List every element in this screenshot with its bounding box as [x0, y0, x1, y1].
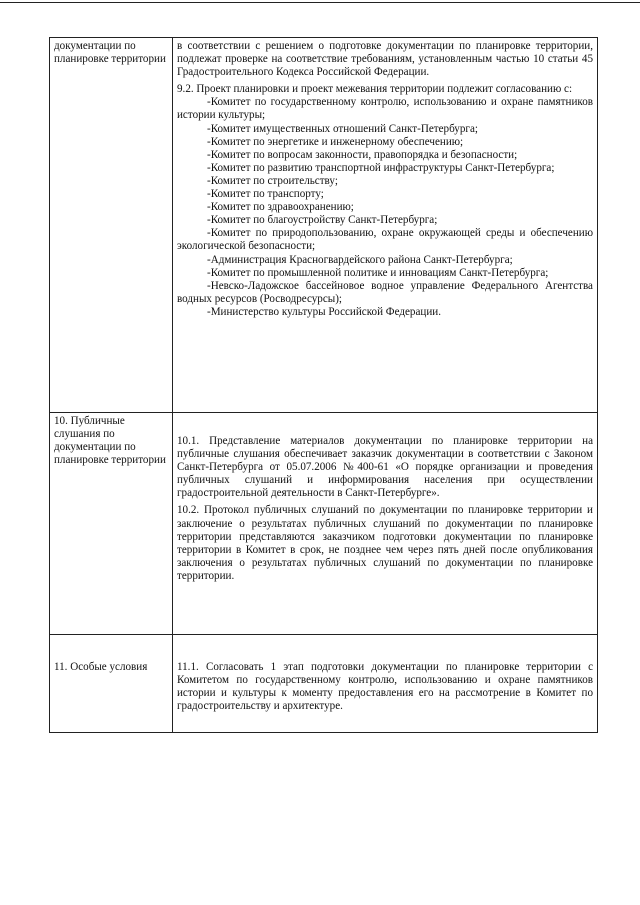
list-item: -Комитет по транспорту;	[207, 188, 324, 201]
row-content-cell	[173, 635, 598, 733]
paragraph: 11.1. Согласовать 1 этап подготовки документации по планировке территории с Комитетом по государственному контролю, использованию и охране памятников истории и культуры к моменту предоставления его на рассмотрение в Комитет по градостроительству и архитектуре.	[177, 661, 593, 713]
row-label: 10. Публичные слушания по документации по планировке территории	[54, 415, 166, 467]
paragraph: в соответствии с решением о подготовке документации по планировке территории, подлежат проверке на соответствие требованиям, установленным частью 10 статьи 45 Градостроительного Кодекса Российской Федерации.	[177, 40, 593, 79]
table-row	[50, 413, 598, 635]
list-item: -Невско-Ладожское бассейновое водное управление Федерального Агентства водных ресурсов (Росводресурсы);	[177, 279, 593, 305]
list-item: -Комитет по вопросам законности, правопорядка и безопасности;	[207, 148, 518, 161]
list-item: -Комитет имущественных отношений Санкт-Петербурга;	[207, 122, 478, 135]
table-row	[50, 635, 598, 733]
row-label-cell	[50, 635, 173, 733]
list-item: -Комитет по развитию транспортной инфраструктуры Санкт-Петербурга;	[207, 161, 555, 174]
row-label-cell	[50, 38, 173, 413]
row-label-cell	[50, 413, 173, 635]
list-item: -Комитет по промышленной политике и инновациям Санкт-Петербурга;	[207, 266, 549, 279]
paragraph: 10.2. Протокол публичных слушаний по документации по планировке территории и заключение о результатах публичных слушаний по документации по планировке территории представляются заказчиком подготовки документации по планировке территории в Комитет в срок, не позднее чем через пять дней после опубликования заключения о результатах публичных слушаний по документации по планировке территории.	[177, 504, 593, 582]
list-item: -Комитет по строительству;	[207, 174, 338, 187]
table-row	[50, 38, 598, 413]
requirements-table	[49, 37, 598, 733]
list-item: -Комитет по государственному контролю, использованию и охране памятников истории культуры;	[177, 96, 593, 122]
list-item: -Министерство культуры Российской Федерации.	[207, 305, 441, 318]
list-item: -Комитет по энергетике и инженерному обеспечению;	[207, 135, 464, 148]
list-item: -Комитет по здравоохранению;	[207, 201, 354, 214]
list-item: -Администрация Красногвардейского района Санкт-Петербурга;	[207, 253, 513, 266]
top-rule	[0, 2, 640, 3]
row-label: документации по планировке территории	[54, 40, 166, 66]
row-content-cell	[173, 413, 598, 635]
section-9-2-intro: 9.2. Проект планировки и проект межевания территории подлежит согласованию с:	[177, 83, 573, 96]
list-item: -Комитет по природопользованию, охране окружающей среды и обеспечению экологической безопасности;	[177, 227, 593, 253]
row-label: 11. Особые условия	[54, 661, 148, 673]
paragraph: 10.1. Представление материалов документации по планировке территории на публичные слушания обеспечивает заказчик документации в соответствии с Законом Санкт-Петербурга от 05.07.2006 №400-61 «О порядке организации и проведения публичных слушаний и информирования населения при осуществлении градостроительной деятельности в Санкт-Петербурге».	[177, 435, 593, 500]
row-content-cell	[173, 38, 598, 413]
list-item: -Комитет по благоустройству Санкт-Петербурга;	[207, 214, 438, 227]
approval-list	[177, 96, 593, 319]
